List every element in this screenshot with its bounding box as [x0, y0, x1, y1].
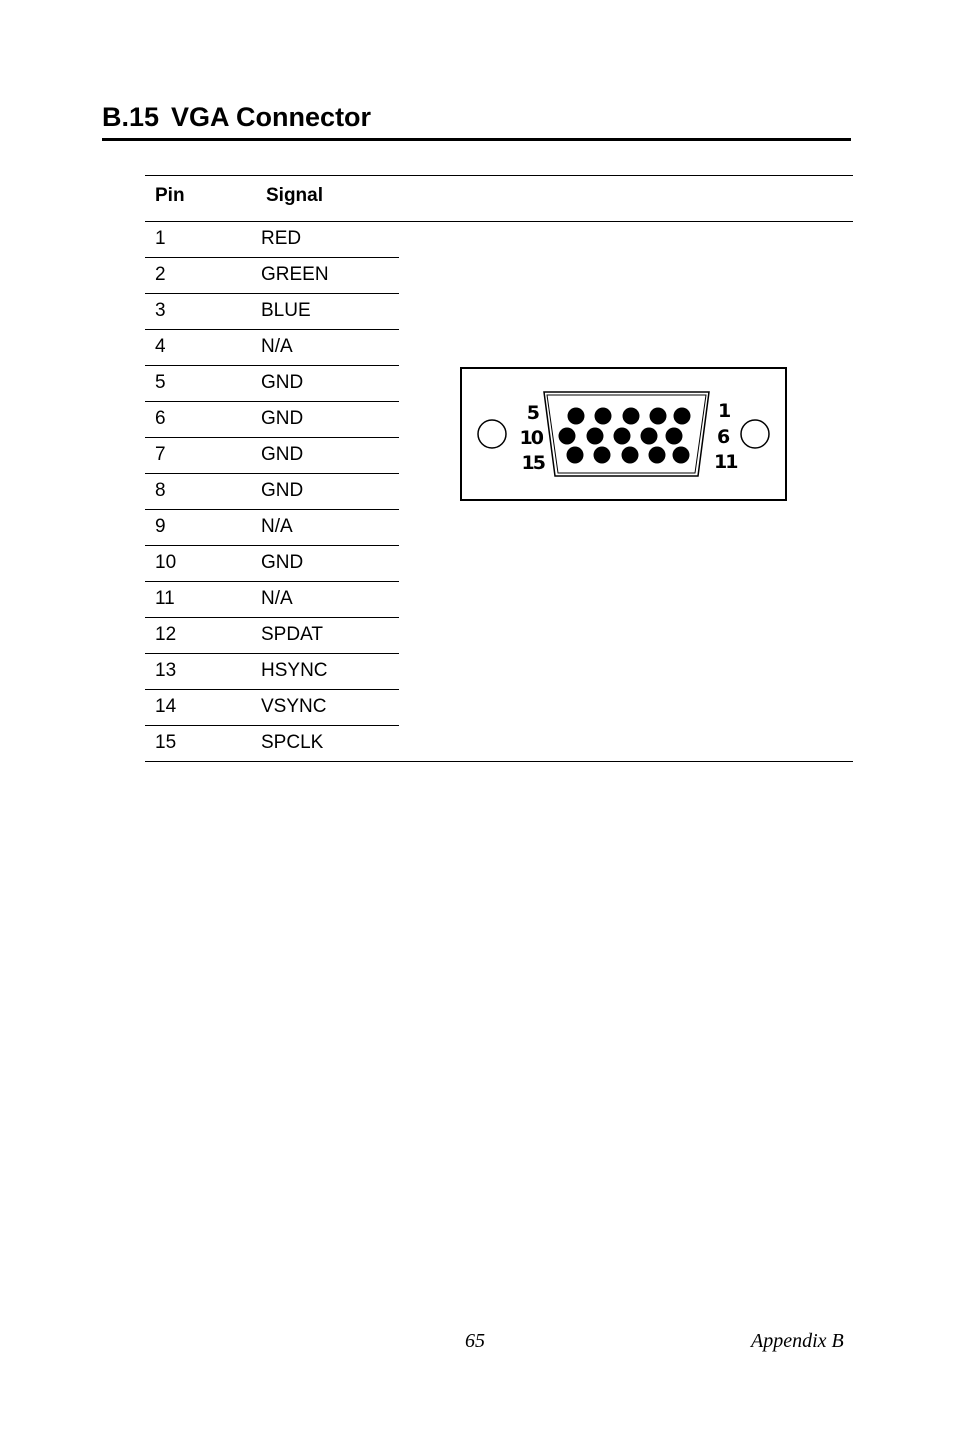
signal-name: GND: [261, 444, 304, 465]
pin-number: 10: [155, 552, 177, 573]
signal-name: GND: [261, 480, 304, 501]
mounting-hole-left: [478, 420, 506, 448]
pin-label-10: 10: [519, 427, 542, 449]
signal-name: GND: [261, 372, 304, 393]
page-number: 65: [465, 1330, 485, 1352]
pin-label-5: 5: [526, 402, 540, 424]
table-row: [145, 654, 399, 690]
pin-hole: [559, 428, 576, 445]
section-number: B.15: [102, 102, 160, 132]
pin-label-1: 1: [718, 400, 732, 422]
pin-number: 8: [155, 480, 166, 501]
signal-name: SPCLK: [261, 732, 324, 753]
pin-table: [145, 222, 399, 761]
table-row: [145, 546, 399, 582]
signal-name: GREEN: [261, 264, 329, 285]
table-top-rule: [145, 175, 853, 176]
pin-number: 7: [155, 444, 166, 465]
signal-name: BLUE: [261, 300, 311, 321]
mounting-hole-right: [741, 420, 769, 448]
pin-hole: [666, 428, 683, 445]
pin-hole: [594, 447, 611, 464]
signal-name: GND: [261, 552, 304, 573]
table-row: [145, 474, 399, 510]
pin-number: 3: [155, 300, 166, 321]
pin-hole: [623, 408, 640, 425]
table-row: [145, 582, 399, 618]
table-row: [145, 366, 399, 402]
signal-name: N/A: [261, 588, 293, 609]
pin-hole: [673, 447, 690, 464]
pin-number: 1: [155, 228, 166, 249]
pin-number: 9: [155, 516, 166, 537]
table-row: [145, 294, 399, 330]
pin-label-11: 11: [714, 451, 737, 473]
pin-hole: [622, 447, 639, 464]
table-row: [145, 222, 399, 258]
table-row: [145, 510, 399, 546]
pin-hole: [587, 428, 604, 445]
pin-number: 14: [155, 696, 177, 717]
table-row: [145, 258, 399, 294]
table-row: [145, 438, 399, 474]
pin-hole: [567, 447, 584, 464]
table-row: [145, 690, 399, 726]
signal-name: RED: [261, 228, 302, 249]
pin-number: 15: [155, 732, 177, 753]
signal-name: GND: [261, 408, 304, 429]
pin-hole: [595, 408, 612, 425]
signal-name: N/A: [261, 336, 293, 357]
signal-name: VSYNC: [261, 696, 327, 717]
table-bottom-rule: [145, 761, 853, 762]
pin-number: 2: [155, 264, 166, 285]
signal-name: HSYNC: [261, 660, 328, 681]
pin-hole: [649, 447, 666, 464]
pin-hole: [641, 428, 658, 445]
pin-hole: [674, 408, 691, 425]
signal-name: SPDAT: [261, 624, 323, 645]
pin-hole: [568, 408, 585, 425]
pin-number: 5: [155, 372, 166, 393]
table-row: [145, 330, 399, 366]
footer-section-label: Appendix B: [751, 1330, 844, 1352]
section-title: VGA Connector: [171, 102, 372, 132]
pin-hole: [650, 408, 667, 425]
column-header-signal: Signal: [266, 185, 324, 206]
pin-number: 4: [155, 336, 166, 357]
section-heading: [102, 98, 851, 141]
column-header-pin: Pin: [155, 185, 185, 206]
pin-number: 6: [155, 408, 166, 429]
table-row: [145, 726, 399, 761]
pin-hole: [614, 428, 631, 445]
table-row: [145, 618, 399, 654]
pin-label-6: 6: [717, 426, 731, 448]
table-row: [145, 402, 399, 438]
pin-number: 12: [155, 624, 177, 645]
vga-connector-diagram: [460, 367, 787, 501]
signal-name: N/A: [261, 516, 293, 537]
pin-label-15: 15: [521, 452, 544, 474]
pin-number: 13: [155, 660, 177, 681]
pin-number: 11: [155, 588, 175, 609]
